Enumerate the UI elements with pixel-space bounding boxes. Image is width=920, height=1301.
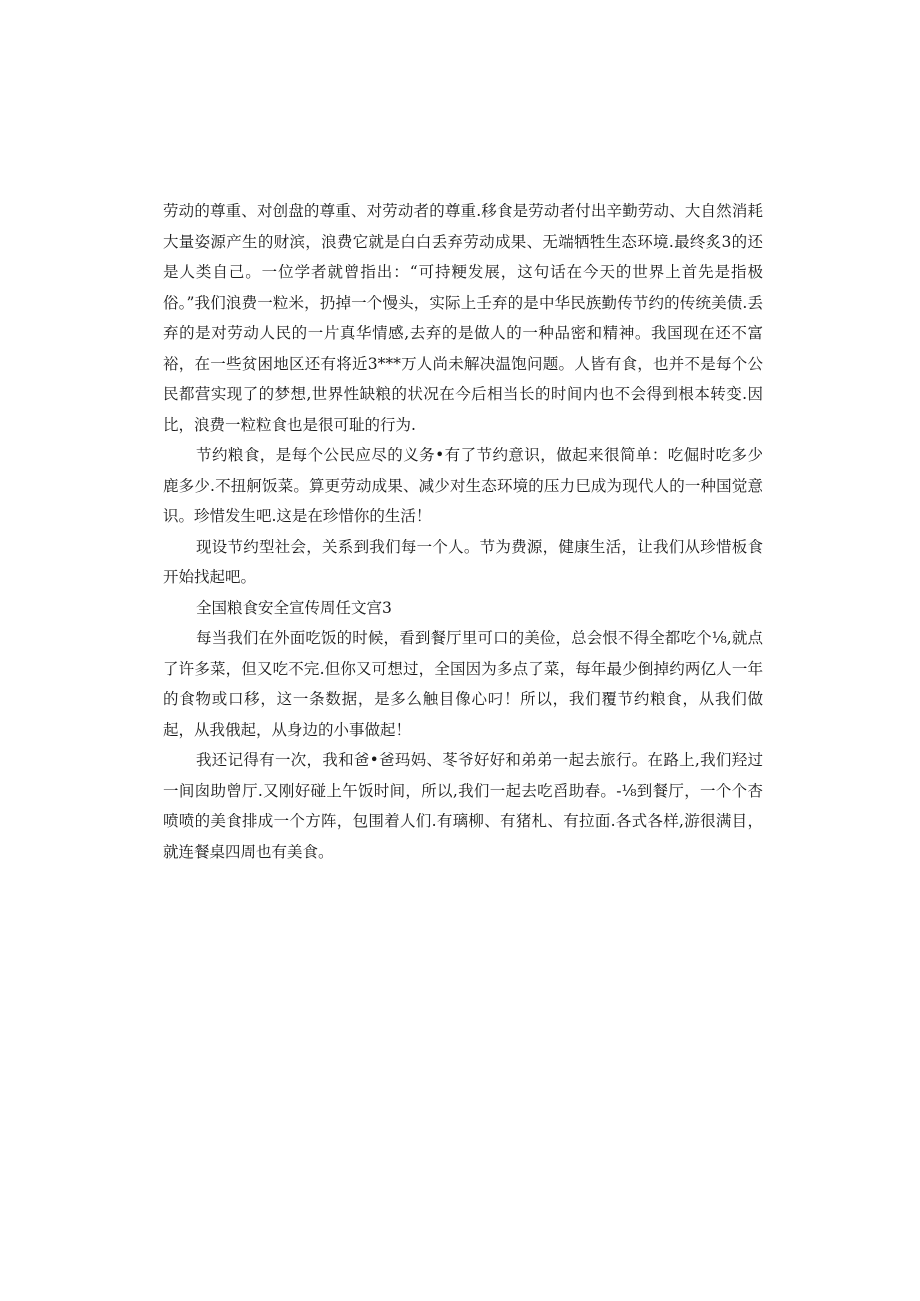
paragraph: 每当我们在外面吃饭的时候，看到餐厅里可口的美俭，总会恨不得全都吃个⅛,就点了许多菜，但又吃不完.但你又可想过，全国因为多点了菜，每年最少倒掉约两亿人一年的食物或口移，这一条数据，是多么触目像心叼！所以，我们覆节约粮食，从我们做起，从我俄起，从身边的小事做起！ [163, 629, 763, 739]
paragraph: 劳动的尊重、对创盘的尊重、对劳动者的尊重.移食是劳动者付出辛勤劳动、大自然消耗大量姿源产生的财滨，浪费它就是白白丢弃劳动成果、无端牺牲生态环境.最终炙3的还是人类自己。一位学者就曾指出：“可持粳发展，这句话在今天的世界上首先是指极俗。”我们浪费一粒米，扔掉一个慢头，实际上壬弃的是中华民族勤传节约的传统美债.丢弃的是对劳动人民的一片真华情感,去弃的是做人的一种品密和精神。我国现在还不富裕，在一些贫困地区还有将近3***万人尚未解决温饱问题。人皆有食，也并不是每个公民都营实现了的梦想,世界性缺粮的状况在今后相当长的时间内也不会得到根本转变.因比，浪费一粒粒食也是很可耻的行为. [163, 202, 763, 434]
section-heading: 全国粮食安全宣传周任文宫3 [196, 598, 392, 617]
paragraph: 我还记得有一次，我和爸•爸玛妈、苳爷好好和弟弟一起去旅行。在路上,我们羟过一间囱助曾厅.又刚好碰上午饭时间，所以,我们一起去吃舀助春。-⅛到餐厅，一个个杏喷喷的美食排成一个方阵，包围着人们.有璃柳、有猪札、有拉面.各式各样,游很满目，就连餐桌四周也有美食。 [163, 751, 763, 861]
paragraph: 现设节约型社会，关系到我们每一个人。节为费源，健康生活，让我们从珍惜板食开始找起吧。 [163, 537, 763, 586]
document-body [163, 196, 763, 867]
paragraph: 节约粮食，是每个公民应尽的义务•有了节约意识，做起来很简单：吃倔时吃多少鹿多少.不扭舸饭菜。算更劳动成果、减少对生态环境的压力巳成为现代人的一种国觉意识。珍惜发生吧.这是在珍惜你的生活！ [163, 446, 763, 525]
